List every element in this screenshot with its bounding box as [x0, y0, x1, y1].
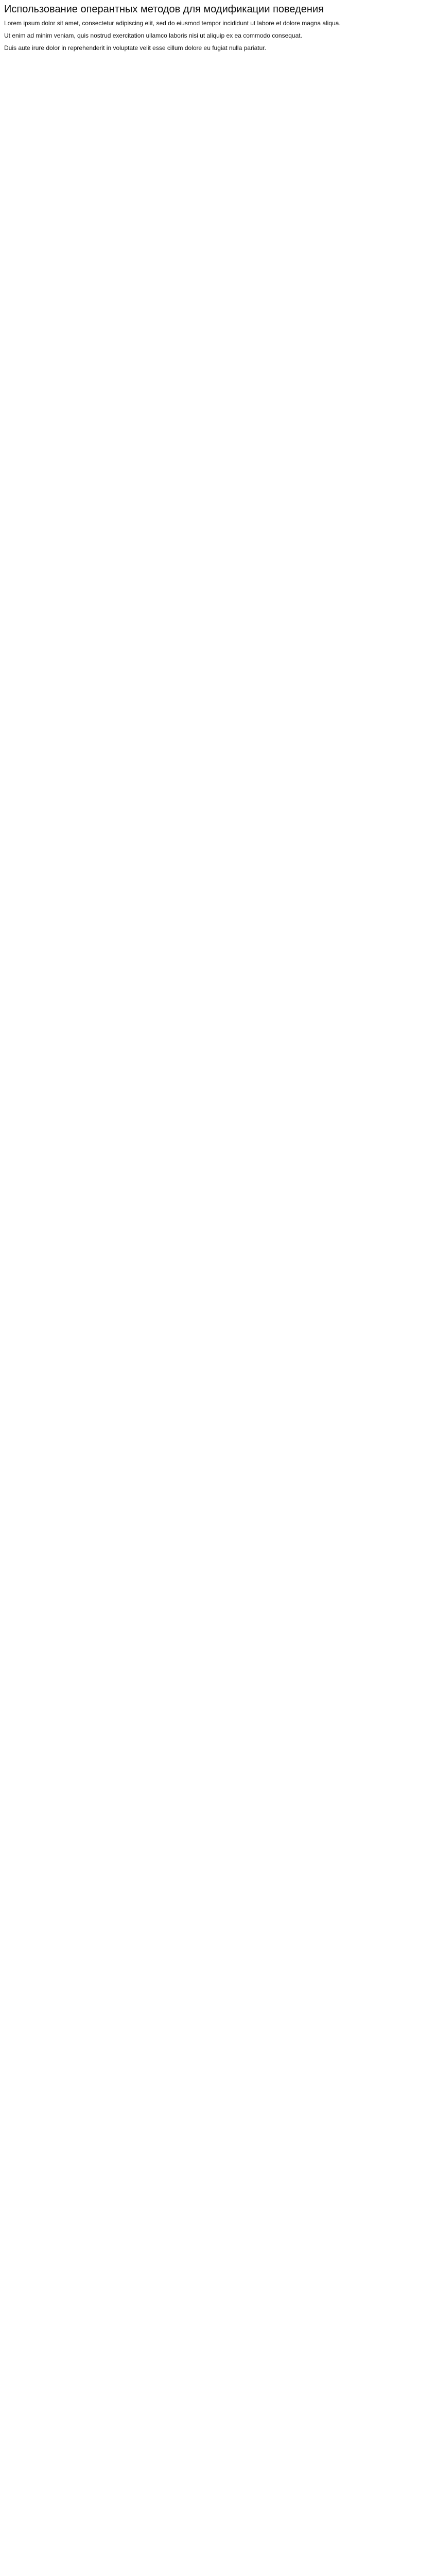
paragraph: Lorem ipsum dolor sit amet, consectetur adipiscing elit, sed do eiusmod tempor incididunt ut labore et dolore magna aliqua. — [4, 20, 341, 27]
paragraph: Duis aute irure dolor in reprehenderit in voluptate velit esse cillum dolore eu fugiat nulla pariatur. — [4, 44, 266, 52]
paragraph: Ut enim ad minim veniam, quis nostrud exercitation ullamco laboris nisi ut aliquip ex ea commodo consequat. — [4, 32, 302, 39]
document-title: Использование оперантных методов для модификации поведения — [4, 4, 324, 15]
document-body — [4, 19, 432, 52]
